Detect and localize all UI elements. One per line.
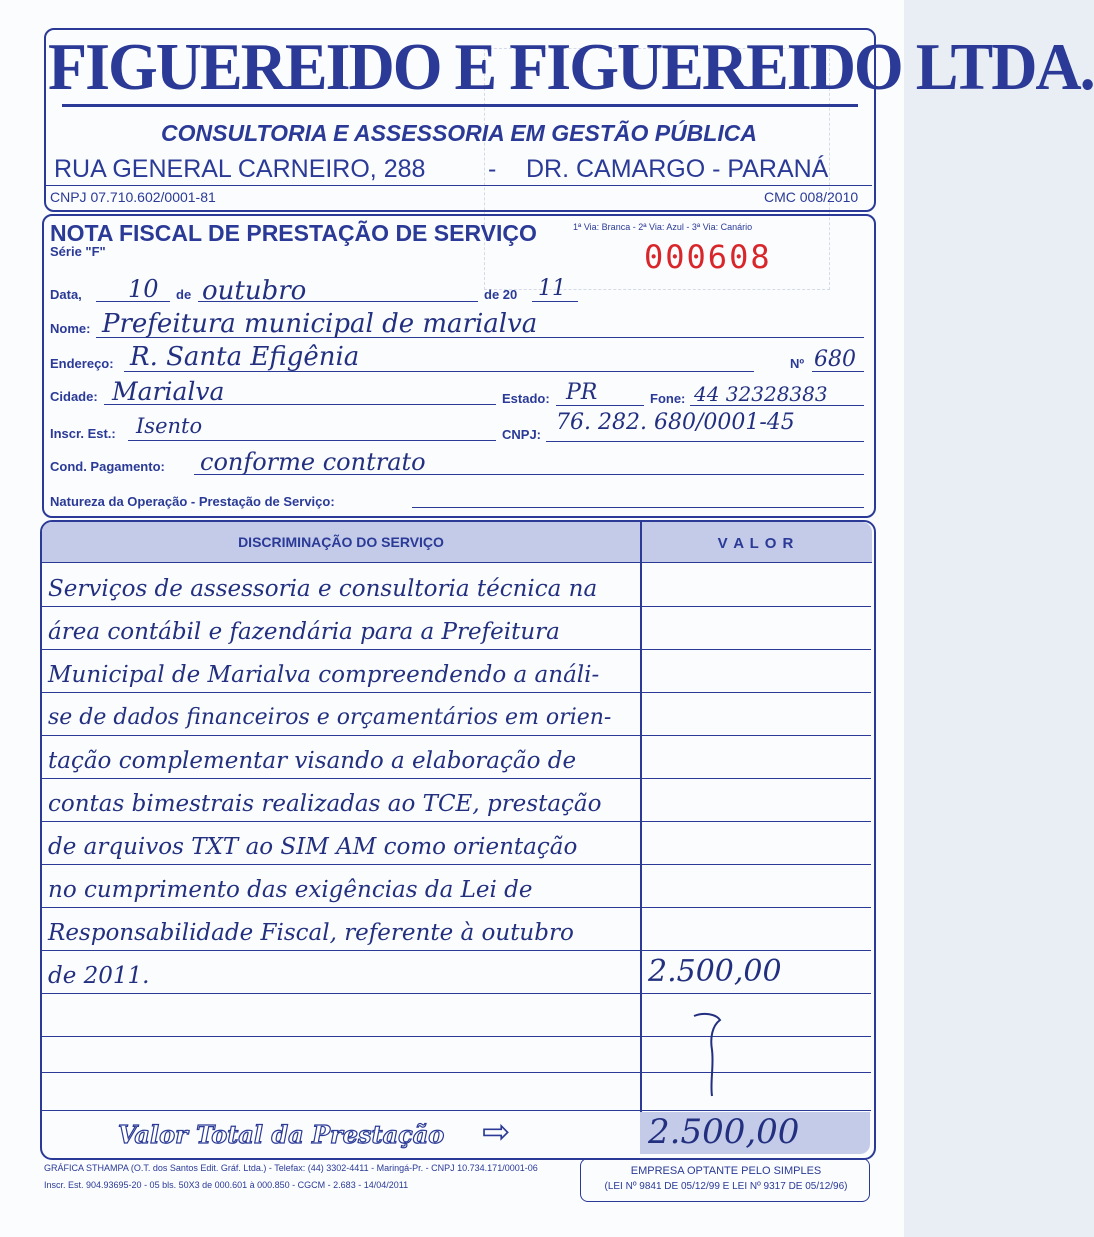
- address-street: RUA GENERAL CARNEIRO, 288: [54, 155, 426, 183]
- de-label: de: [176, 287, 192, 302]
- client-cnpj: 76. 282. 680/0001-45: [556, 410, 795, 435]
- client-cnpj-label: CNPJ:: [502, 427, 542, 442]
- handwritten-mark: [690, 1010, 730, 1100]
- invoice-title: NOTA FISCAL DE PRESTAÇÃO DE SERVIÇO: [50, 220, 537, 246]
- year-prefix-label: de 20: [484, 287, 518, 302]
- service-column-header: DISCRIMINAÇÃO DO SERVIÇO: [238, 534, 444, 550]
- client-city: Marialva: [112, 377, 225, 406]
- payment-label: Cond. Pagamento:: [50, 459, 165, 474]
- operation-line: [412, 507, 864, 508]
- state-line: [556, 405, 644, 406]
- total-label: Valor Total da Prestação: [118, 1120, 445, 1149]
- name-label: Nome:: [50, 321, 91, 336]
- table-column-divider: [640, 522, 642, 1154]
- table-rule: [42, 1110, 871, 1111]
- state-reg-label: Inscr. Est.:: [50, 426, 116, 441]
- client-name: Prefeitura municipal de marialva: [102, 309, 538, 339]
- address-label: Endereço:: [50, 356, 114, 371]
- invoice-number: 000608: [644, 238, 772, 276]
- state-reg-line: [128, 440, 496, 441]
- table-rule: [42, 821, 871, 822]
- table-rule: [42, 993, 871, 994]
- printer-info-line2: Inscr. Est. 904.93695-20 - 05 bls. 50X3 de 000.601 à 000.850 - CGCM - 2.683 - 14/04/2011: [44, 1180, 409, 1190]
- printer-info-line1: GRÁFICA STHAMPA (O.T. dos Santos Edit. Gráf. Ltda.) - Telefax: (44) 3302-4411 - Maringá-Pr. - CNPJ 10.734.171/0001-06: [44, 1163, 538, 1173]
- service-line: no cumprimento das exigências da Lei de: [48, 877, 533, 903]
- client-number: 680: [814, 347, 856, 372]
- copy-colors: 1ª Via: Branca - 2ª Via: Azul - 3ª Via: Canário: [573, 222, 753, 232]
- service-line: se de dados financeiros e orçamentários em orien-: [48, 705, 612, 730]
- table-rule: [42, 950, 871, 951]
- table-rule: [42, 864, 871, 865]
- service-line: Serviços de assessoria e consultoria técnica na: [48, 576, 598, 602]
- service-value: 2.500,00: [648, 954, 782, 989]
- number-label: Nº: [790, 356, 805, 371]
- table-rule: [42, 606, 871, 607]
- header-divider: [62, 104, 858, 107]
- year-line: [532, 301, 578, 302]
- table-rule: [42, 778, 871, 779]
- service-line: contas bimestrais realizadas ao TCE, prestação: [48, 791, 602, 817]
- table-rule: [42, 649, 871, 650]
- value-column-header: V A L O R: [717, 535, 795, 552]
- service-line: de arquivos TXT ao SIM AM como orientação: [48, 834, 578, 860]
- payment-terms: conforme contrato: [200, 448, 426, 476]
- client-state: PR: [566, 380, 598, 405]
- table-rule: [42, 1036, 871, 1037]
- table-rule: [42, 735, 871, 736]
- cnpj-divider: [46, 185, 872, 186]
- operation-label: Natureza da Operação - Prestação de Serviço:: [50, 494, 335, 509]
- service-line: Responsabilidade Fiscal, referente à outubro: [48, 920, 574, 946]
- date-month: outubro: [202, 276, 307, 306]
- address-city: DR. CAMARGO - PARANÁ: [526, 155, 829, 183]
- address-separator: -: [488, 155, 497, 183]
- company-cnpj: CNPJ 07.710.602/0001-81: [50, 189, 216, 205]
- service-line: tação complementar visando a elaboração de: [48, 748, 577, 774]
- date-day: 10: [128, 275, 159, 303]
- phone-label: Fone:: [650, 391, 686, 406]
- service-line: Municipal de Marialva compreendendo a análi-: [48, 662, 600, 688]
- city-label: Cidade:: [50, 389, 98, 404]
- date-year: 11: [538, 276, 566, 301]
- date-label: Data,: [50, 287, 82, 302]
- state-label: Estado:: [502, 391, 550, 406]
- service-line: área contábil e fazendária para a Prefeitura: [48, 619, 560, 645]
- client-address: R. Santa Efigênia: [130, 342, 360, 372]
- client-phone: 44 32328383: [694, 382, 828, 406]
- service-line: de 2011.: [48, 963, 150, 989]
- simples-law: (LEI Nº 9841 DE 05/12/99 E LEI Nº 9317 DE 05/12/96): [604, 1181, 848, 1192]
- invoice-serie: Série "F": [50, 244, 106, 259]
- total-value: 2.500,00: [648, 1112, 800, 1152]
- table-rule: [42, 907, 871, 908]
- simples-title: EMPRESA OPTANTE PELO SIMPLES: [630, 1165, 822, 1177]
- table-rule: [42, 692, 871, 693]
- table-rule: [42, 1072, 871, 1073]
- company-cmc: CMC 008/2010: [764, 189, 859, 205]
- client-cnpj-line: [546, 441, 864, 442]
- company-name: FIGUEREIDO E FIGUEREIDO LTDA.: [48, 29, 1094, 104]
- client-state-reg: Isento: [136, 414, 203, 438]
- company-subtitle: CONSULTORIA E ASSESSORIA EM GESTÃO PÚBLICA: [161, 120, 757, 146]
- arrow-icon: ⇨: [482, 1113, 511, 1151]
